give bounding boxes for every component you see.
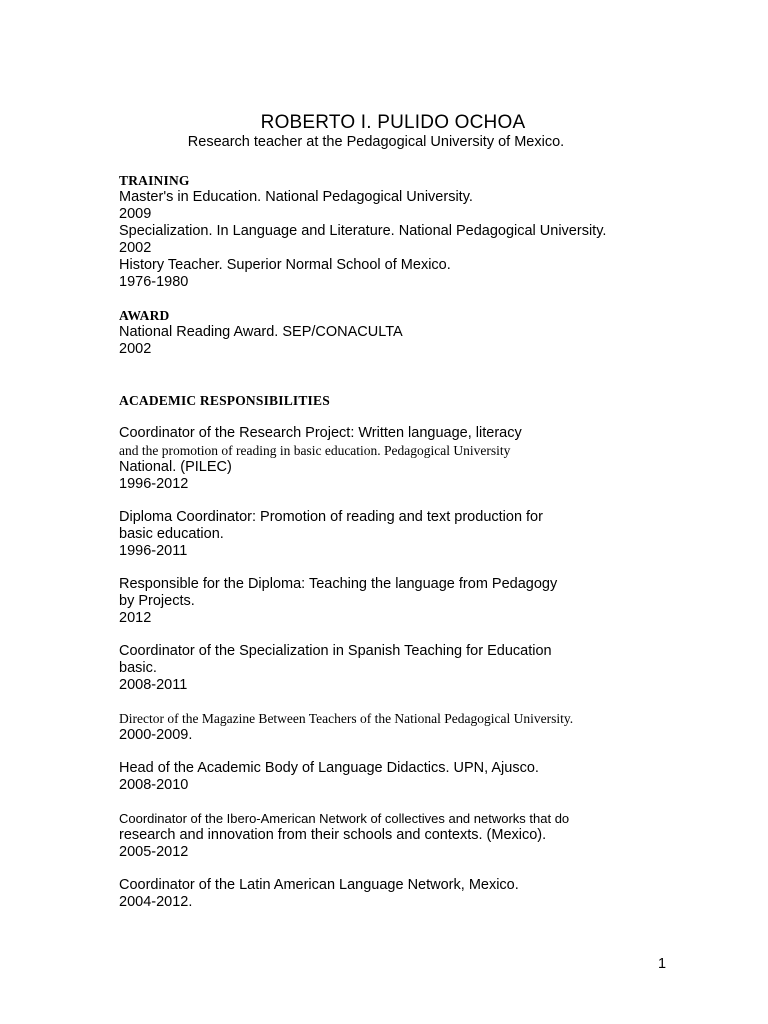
academic-line: and the promotion of reading in basic education. Pedagogical University [119, 443, 511, 458]
author-subtitle: Research teacher at the Pedagogical University of Mexico. [187, 134, 565, 150]
training-line: 1976-1980 [119, 274, 189, 290]
award-line: National Reading Award. SEP/CONACULTA [119, 324, 403, 340]
academic-line: Diploma Coordinator: Promotion of reading and text production for [119, 509, 543, 525]
academic-line: National. (PILEC) [119, 459, 232, 475]
academic-line: 2000-2009. [119, 727, 193, 743]
training-line: History Teacher. Superior Normal School of Mexico. [119, 257, 451, 273]
academic-heading: ACADEMIC RESPONSIBILITIES [119, 393, 330, 408]
academic-entry [119, 760, 719, 794]
academic-entry [119, 877, 719, 911]
academic-entry [119, 509, 719, 560]
academic-line: Coordinator of the Ibero-American Network of collectives and networks that do [119, 811, 570, 826]
academic-line: Head of the Academic Body of Language Didactics. UPN, Ajusco. [119, 760, 539, 776]
academic-entry [119, 425, 719, 493]
academic-entry [119, 810, 719, 861]
academic-line: Coordinator of the Specialization in Spanish Teaching for Education [119, 643, 552, 659]
award-heading: AWARD [119, 308, 170, 323]
academic-line: research and innovation from their schools and contexts. (Mexico). [119, 827, 547, 843]
academic-line: Director of the Magazine Between Teachers of the National Pedagogical University. [119, 711, 574, 726]
award-section [119, 307, 719, 358]
page-number: 1 [658, 956, 667, 972]
training-line: 2009 [119, 206, 152, 222]
training-section [119, 172, 719, 291]
academic-line: Coordinator of the Latin American Language Network, Mexico. [119, 877, 519, 893]
academic-line: basic. [119, 660, 157, 676]
award-line: 2002 [119, 341, 152, 357]
academic-line: 2008-2011 [119, 677, 188, 693]
academic-line: 1996-2012 [119, 476, 189, 492]
training-line: Specialization. In Language and Literature. National Pedagogical University. [119, 223, 607, 239]
academic-entry [119, 710, 719, 744]
academic-entry [119, 643, 719, 694]
academic-line: 2012 [119, 610, 152, 626]
academic-line: 2005-2012 [119, 844, 189, 860]
cv-content [119, 172, 719, 911]
academic-line: by Projects. [119, 593, 195, 609]
academic-section [119, 392, 719, 911]
academic-line: Responsible for the Diploma: Teaching the language from Pedagogy [119, 576, 558, 592]
academic-line: basic education. [119, 526, 224, 542]
training-line: Master's in Education. National Pedagogical University. [119, 189, 473, 205]
training-line: 2002 [119, 240, 152, 256]
author-name: ROBERTO I. PULIDO OCHOA [260, 112, 526, 133]
training-heading: TRAINING [119, 173, 190, 188]
academic-line: 2004-2012. [119, 894, 193, 910]
academic-line: 2008-2010 [119, 777, 189, 793]
academic-entry [119, 576, 719, 627]
academic-line: 1996-2011 [119, 543, 188, 559]
academic-line: Coordinator of the Research Project: Written language, literacy [119, 425, 522, 441]
